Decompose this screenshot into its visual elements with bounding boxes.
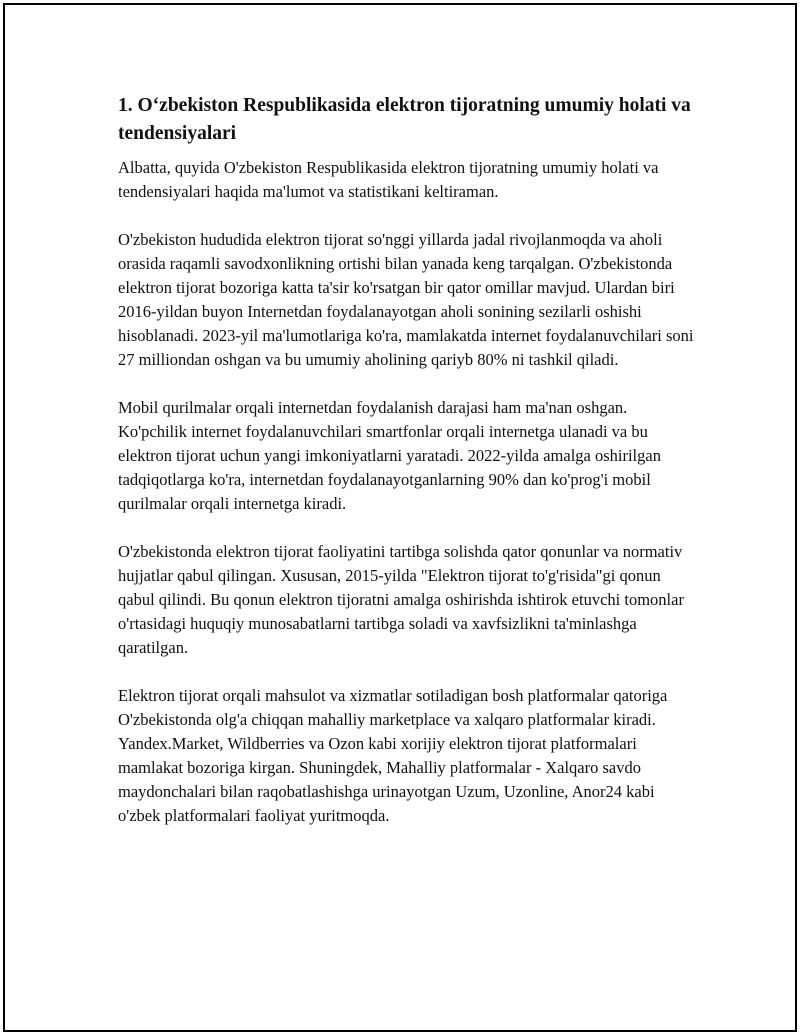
paragraph-mobile-usage: Mobil qurilmalar orqali internetdan foydalanish darajasi ham ma'nan oshgan. Ko'pchilik internet foydalanuvchilari smartfonlar orqali internetga ulanadi va bu elektron tijorat uchun yangi imkoniyatlarni yaratadi. 2022-yilda amalga oshirilgan tadqiqotlarga ko'ra, internetdan foydalanayotganlarning 90% dan ko'prog'i mobil qurilmalar orqali internetga kiradi. — [118, 398, 661, 513]
section-heading: 1. O‘zbekiston Respublikasida elektron tijoratning umumiy holati va tendensiyalari — [118, 95, 691, 144]
document-body — [118, 92, 698, 852]
paragraph-legislation: O'zbekistonda elektron tijorat faoliyatini tartibga solishda qator qonunlar va normativ hujjatlar qabul qilingan. Xususan, 2015-yilda "Elektron tijorat to'g'risida"gi qonun qabul qilindi. Bu qonun elektron tijoratni amalga oshirishda ishtirok etuvchi tomonlar o'rtasidagi huquqiy munosabatlarni tartibga soladi va xavfsizlikni ta'minlashga qaratilgan. — [118, 542, 684, 657]
paragraph-intro: Albatta, quyida O'zbekiston Respublikasida elektron tijoratning umumiy holati va tendensiyalari haqida ma'lumot va statistikani keltiraman. — [118, 158, 659, 201]
paragraph-internet-growth: O'zbekiston hududida elektron tijorat so'nggi yillarda jadal rivojlanmoqda va aholi orasida raqamli savodxonlikning ortishi bilan yanada keng tarqalgan. O'zbekistonda elektron tijorat bozoriga katta ta'sir ko'rsatgan bir qator omillar mavjud. Ulardan biri 2016-yildan buyon Internetdan foydalanayotgan aholi sonining sezilarli oshishi hisoblanadi. 2023-yil ma'lumotlariga ko'ra, mamlakatda internet foydalanuvchilari soni 27 milliondan oshgan va bu umumiy aholining qariyb 80% ni tashkil qiladi. — [118, 230, 694, 369]
paragraph-platforms: Elektron tijorat orqali mahsulot va xizmatlar sotiladigan bosh platformalar qatoriga O'zbekistonda olg'a chiqqan mahalliy marketplace va xalqaro platformalar kiradi. Yandex.Market, Wildberries va Ozon kabi xorijiy elektron tijorat platformalari mamlakat bozoriga kirgan. Shuningdek, Mahalliy platformalar - Xalqaro savdo maydonchalari bilan raqobatlashishga urinayotgan Uzum, Uzonline, Anor24 kabi o'zbek platformalari faoliyat yuritmoqda. — [118, 686, 668, 825]
